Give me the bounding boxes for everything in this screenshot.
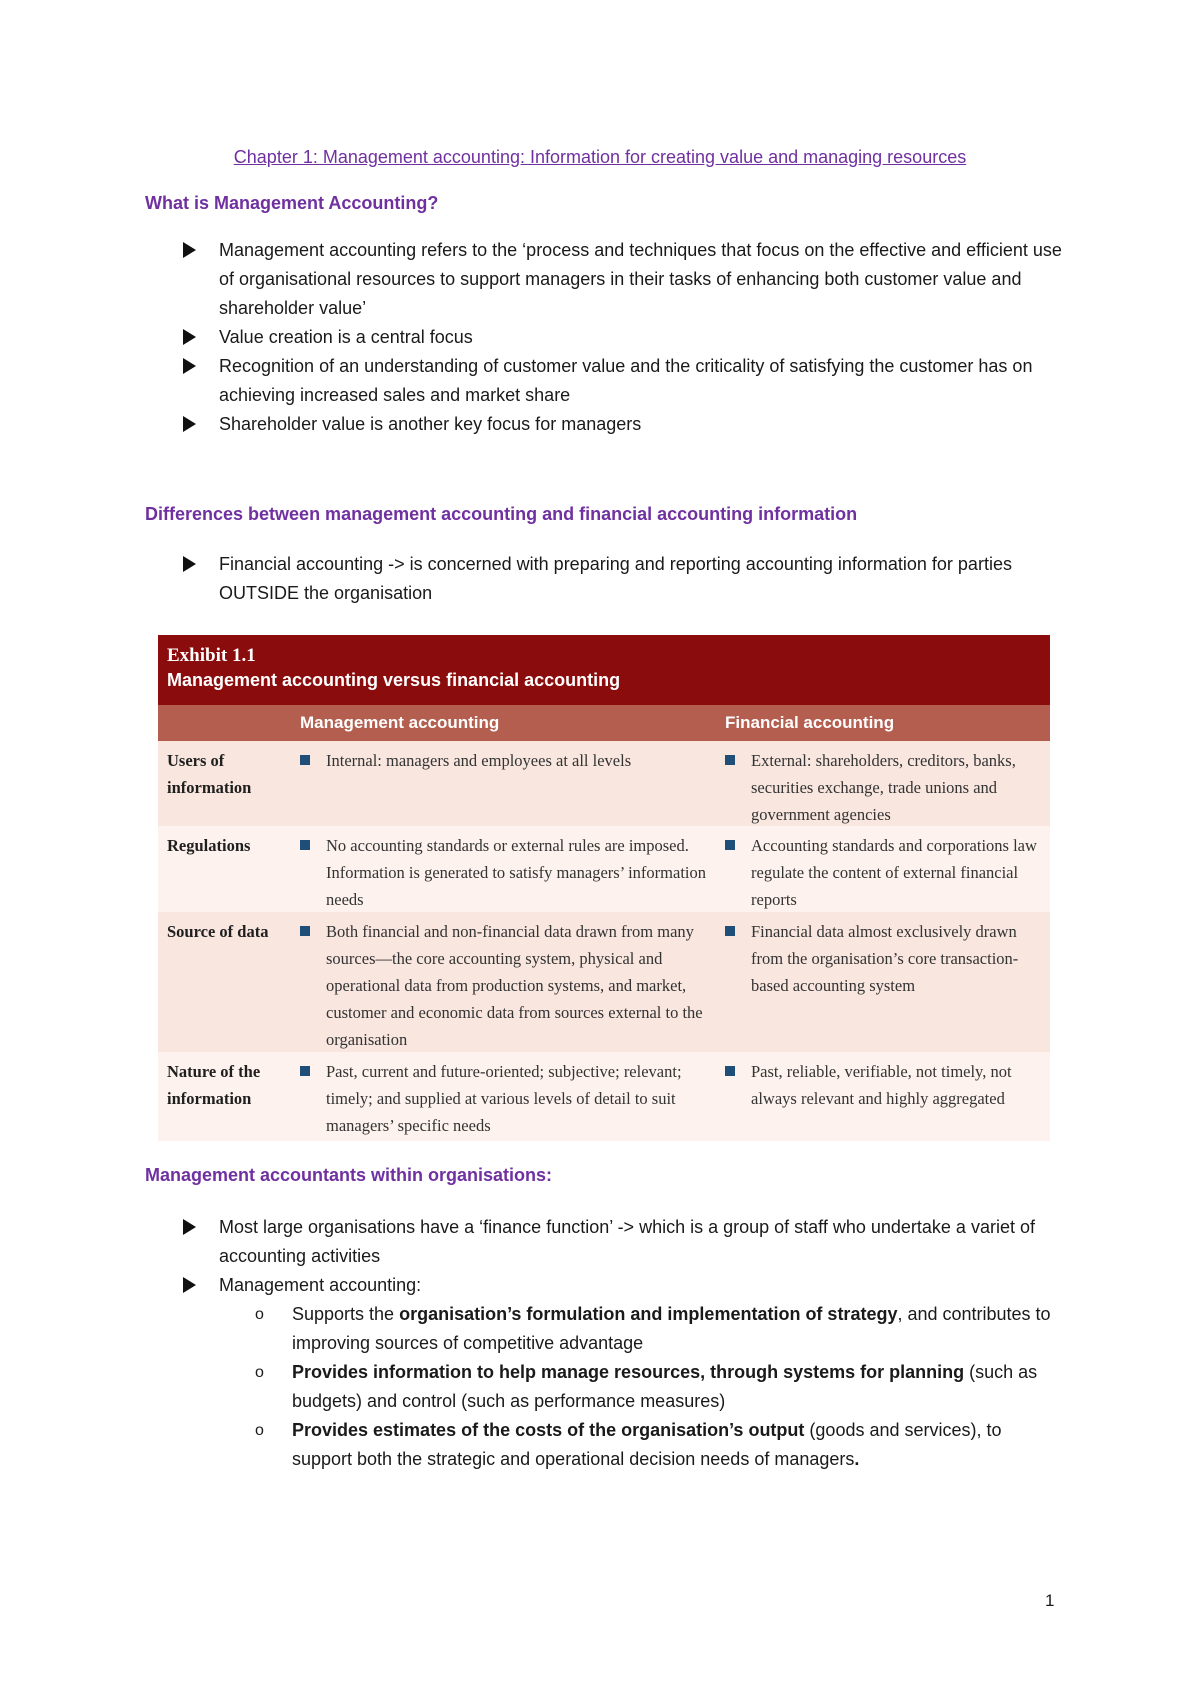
exhibit-label: Exhibit 1.1 xyxy=(167,645,256,666)
list-item-text: Value creation is a central focus xyxy=(219,327,473,347)
bold-text-run: Provides information to help manage resources, through systems for planning xyxy=(292,1362,965,1382)
text-run: Supports the xyxy=(292,1304,400,1324)
cell-text: External: shareholders, creditors, banks, securities exchange, trade unions and government agencies xyxy=(751,751,1016,824)
table-row xyxy=(158,826,1050,912)
arrow-bullet-icon xyxy=(183,1277,196,1293)
financial-cell xyxy=(725,1052,1050,1141)
exhibit-table xyxy=(158,635,1050,1141)
list-item-text: Management accounting: xyxy=(219,1275,422,1295)
chapter-title: Chapter 1: Management accounting: Information for creating value and managing resources xyxy=(233,147,967,167)
circle-bullet-icon: o xyxy=(255,1364,264,1381)
circle-bullet-icon: o xyxy=(255,1422,264,1439)
list-item xyxy=(183,410,1063,439)
cell-text: Financial data almost exclusively drawn from the organisation’s core transaction-based accounting system xyxy=(751,922,1019,995)
table-row xyxy=(158,741,1050,826)
cell-text: Internal: managers and employees at all levels xyxy=(326,751,632,770)
list-item-text: Financial accounting -> is concerned with preparing and reporting accounting information for parties OUTSIDE the organisation xyxy=(219,554,1012,603)
square-bullet-icon xyxy=(300,1066,310,1076)
column-header-financial: Financial accounting xyxy=(725,713,895,732)
square-bullet-icon xyxy=(725,840,735,850)
sub-list-item xyxy=(219,1358,1063,1416)
square-bullet-icon xyxy=(725,755,735,765)
cell-text: Past, reliable, verifiable, not timely, not always relevant and highly aggregated xyxy=(751,1062,1012,1108)
arrow-bullet-icon xyxy=(183,329,196,345)
table-row xyxy=(158,1052,1050,1141)
exhibit-header xyxy=(158,635,1050,705)
section-heading-what-is-ma: What is Management Accounting? xyxy=(145,193,439,213)
square-bullet-icon xyxy=(725,1066,735,1076)
management-cell xyxy=(300,1052,725,1141)
list-item xyxy=(183,550,1063,608)
financial-cell xyxy=(725,826,1050,912)
management-cell xyxy=(300,741,725,826)
list-item-text: Recognition of an understanding of customer value and the criticality of satisfying the customer has on achieving increased sales and market share xyxy=(219,356,1033,405)
arrow-bullet-icon xyxy=(183,1219,196,1235)
list-item-text: Most large organisations have a ‘finance function’ -> which is a group of staff who undertake a variet of accounting activities xyxy=(219,1217,1035,1266)
square-bullet-icon xyxy=(300,755,310,765)
section-heading-differences: Differences between management accounting and financial accounting information xyxy=(145,504,858,524)
bold-text-run: . xyxy=(854,1449,860,1469)
table-row xyxy=(158,912,1050,1052)
arrow-bullet-icon xyxy=(183,242,196,258)
section-heading-within-organisations: Management accountants within organisations: xyxy=(145,1165,553,1185)
sub-list xyxy=(219,1300,1063,1474)
row-label: Source of data xyxy=(167,922,269,941)
financial-cell xyxy=(725,741,1050,826)
list-item xyxy=(183,352,1063,410)
text-run: , and contributes to improving sources of competitive advantage xyxy=(292,1304,1051,1353)
row-label: Regulations xyxy=(167,836,251,855)
page-number: 1 xyxy=(1045,1591,1055,1610)
text-run: (goods and services), to support both the strategic and operational decision needs of managers xyxy=(292,1420,1002,1469)
sub-list-item xyxy=(219,1300,1063,1358)
cell-text: No accounting standards or external rules are imposed. Information is generated to satisfy managers’ information needs xyxy=(326,836,706,909)
row-label: Nature of the information xyxy=(167,1062,261,1108)
circle-bullet-icon: o xyxy=(255,1306,264,1323)
exhibit-column-headers xyxy=(158,705,1050,741)
list-item-text: Management accounting refers to the ‘process and techniques that focus on the effective and efficient use of organisational resources to support managers in their tasks of enhancing both customer value and shareholder value’ xyxy=(219,240,1062,318)
square-bullet-icon xyxy=(300,840,310,850)
row-label: Users of information xyxy=(167,751,252,797)
arrow-bullet-icon xyxy=(183,416,196,432)
square-bullet-icon xyxy=(725,926,735,936)
list-item-text: Shareholder value is another key focus for managers xyxy=(219,414,642,434)
management-cell xyxy=(300,826,725,912)
bold-text-run: Provides estimates of the costs of the organisation’s output xyxy=(292,1420,805,1440)
management-cell xyxy=(300,912,725,1052)
bullet-list-definition xyxy=(183,236,1063,439)
column-header-management: Management accounting xyxy=(300,713,500,732)
bullet-list-differences xyxy=(183,550,1063,608)
list-item xyxy=(183,323,1063,352)
square-bullet-icon xyxy=(300,926,310,936)
exhibit-title: Management accounting versus financial accounting xyxy=(167,670,621,690)
bullet-list-organisations xyxy=(183,1213,1063,1474)
list-item xyxy=(183,1213,1063,1271)
bold-text-run: organisation’s formulation and implementation of strategy xyxy=(399,1304,898,1324)
sub-list-item xyxy=(219,1416,1063,1474)
list-item xyxy=(183,236,1063,323)
text-run: (such as budgets) and control (such as performance measures) xyxy=(292,1362,1038,1411)
column-header-blank xyxy=(158,705,300,741)
list-item xyxy=(183,1271,1063,1474)
cell-text: Both financial and non-financial data drawn from many sources—the core accounting system, physical and operational data from production systems, and market, customer and economic data from sources external to the organisation xyxy=(326,922,703,1049)
cell-text: Accounting standards and corporations law regulate the content of external financial reports xyxy=(751,836,1037,909)
arrow-bullet-icon xyxy=(183,556,196,572)
arrow-bullet-icon xyxy=(183,358,196,374)
cell-text: Past, current and future-oriented; subjective; relevant; timely; and supplied at various levels of detail to suit managers’ specific needs xyxy=(326,1062,682,1135)
financial-cell xyxy=(725,912,1050,1052)
